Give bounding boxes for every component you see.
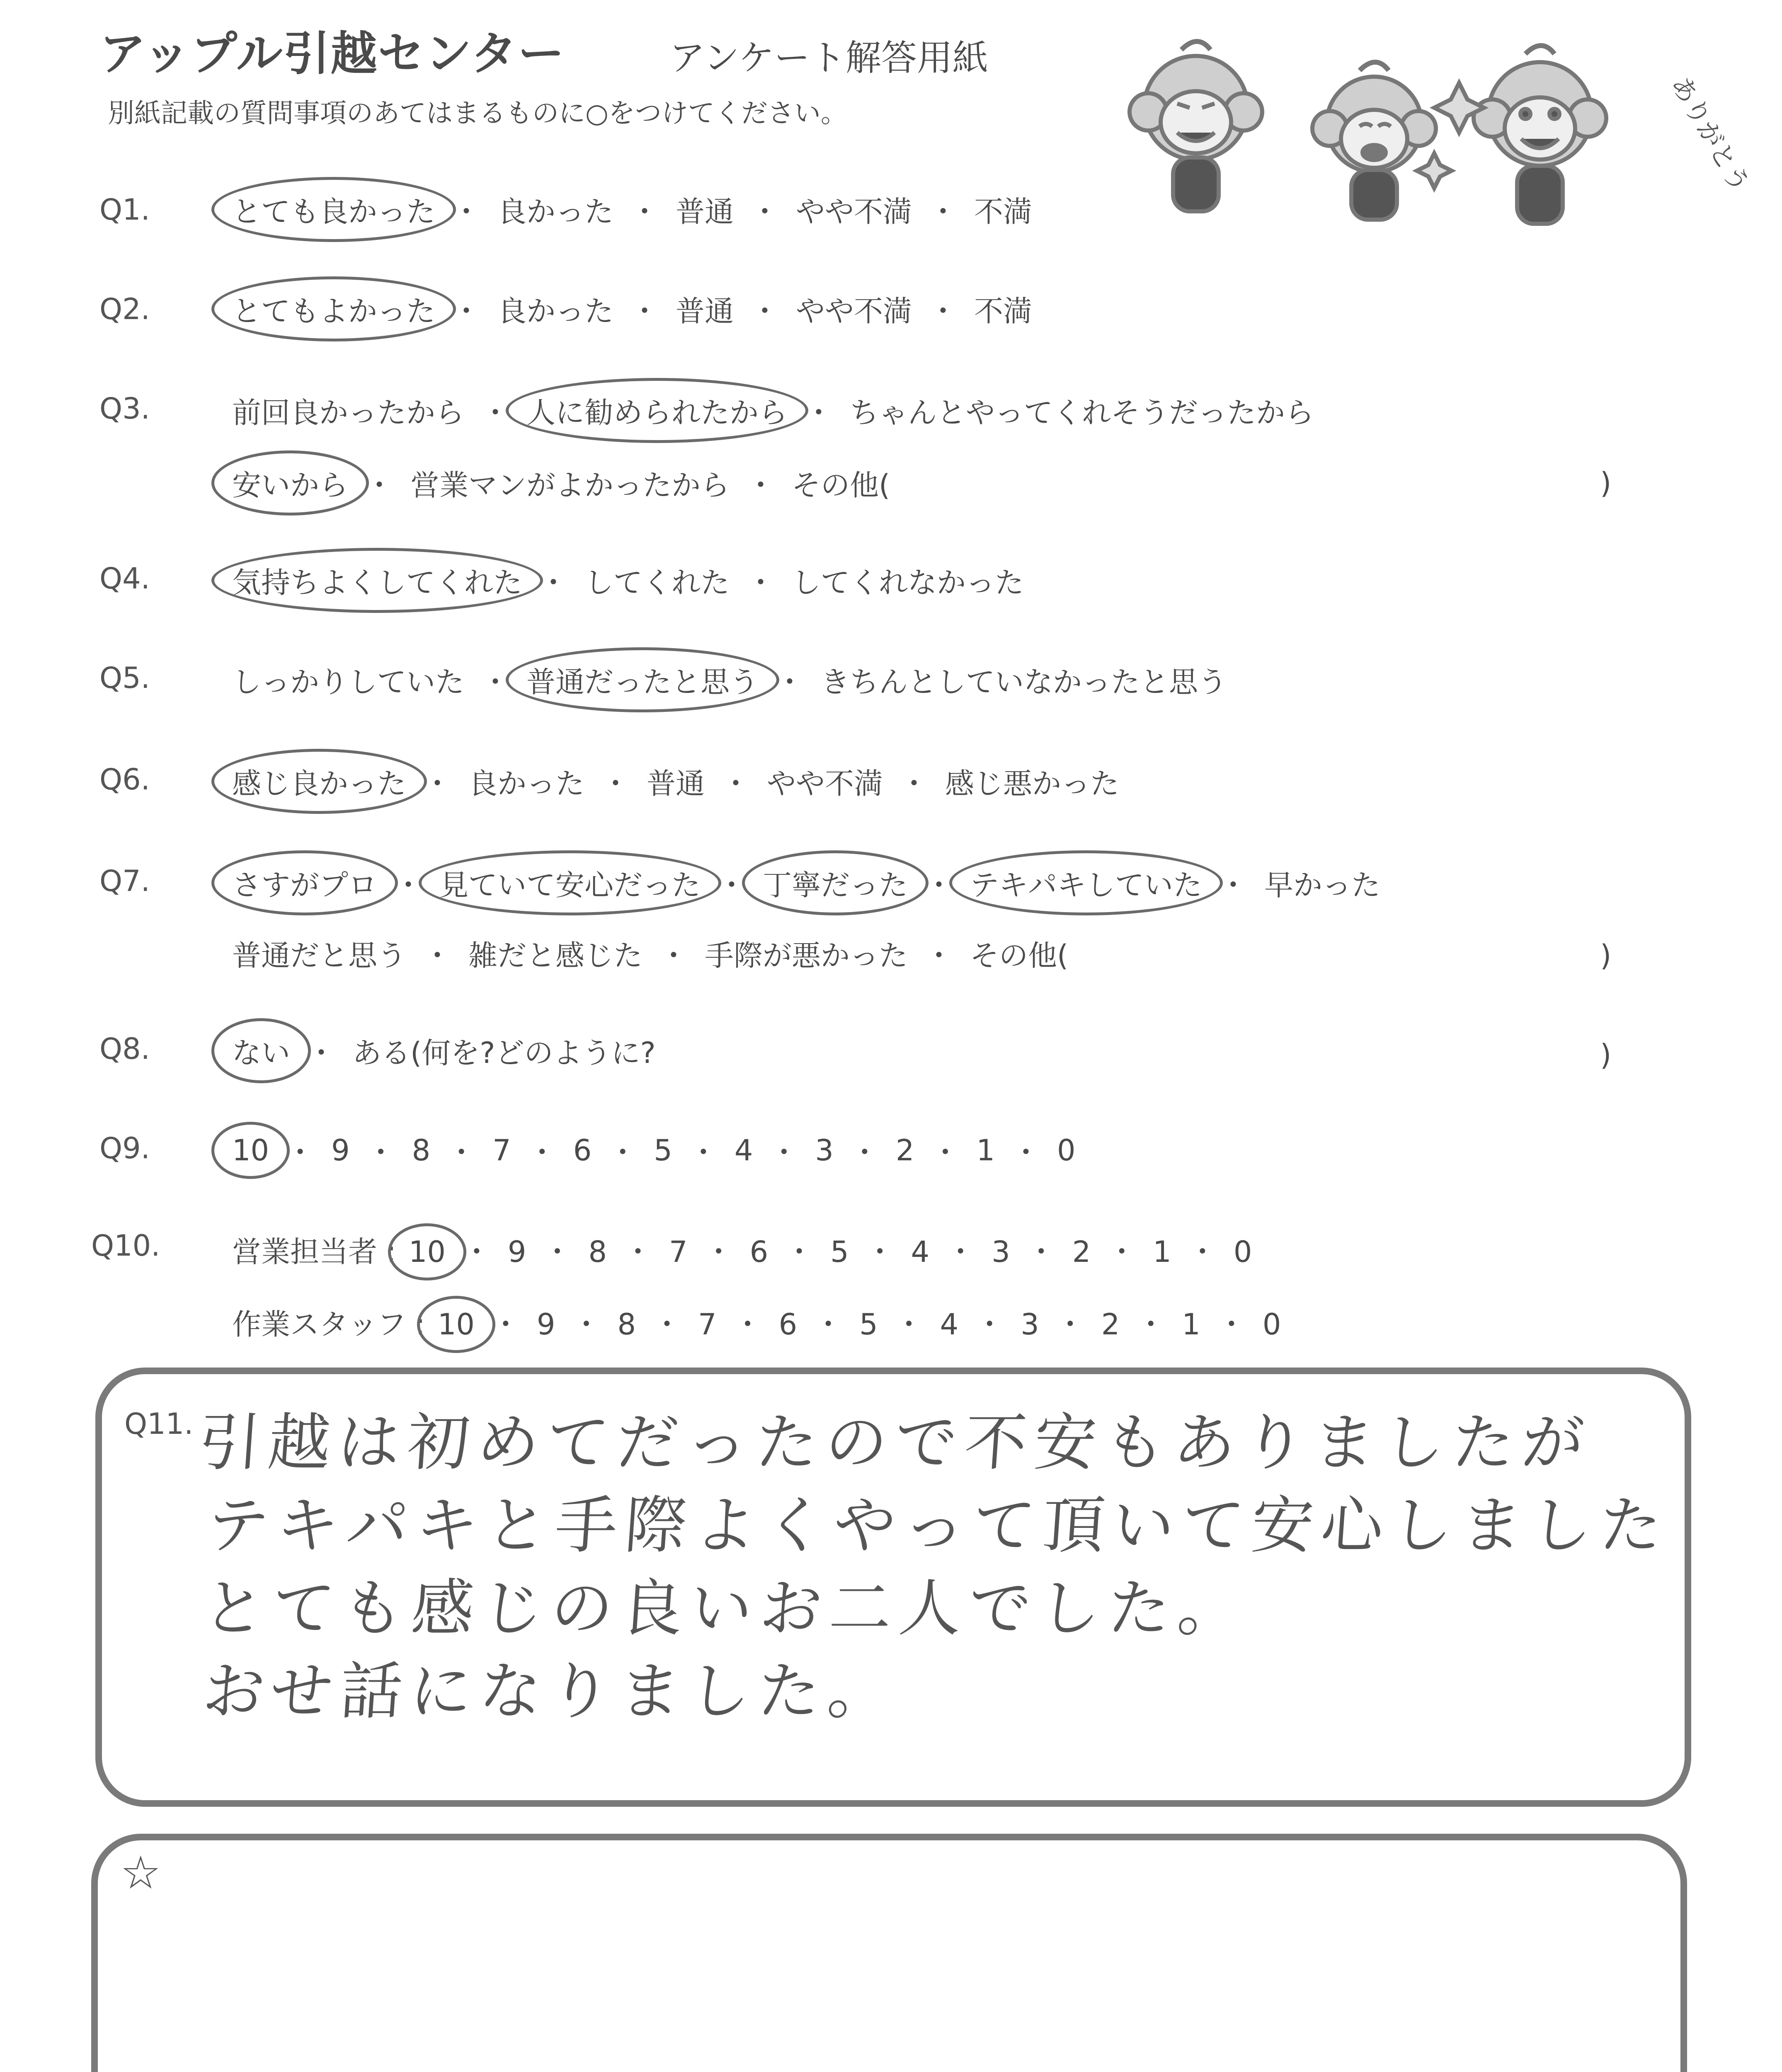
option-separator: ・	[630, 195, 659, 229]
q6-l1-option-3[interactable]: 普通	[647, 767, 705, 801]
q10-r1-option-7[interactable]: 4	[911, 1235, 930, 1269]
form-subtitle: アンケート解答用紙	[669, 37, 988, 79]
option-separator: ・	[1136, 1307, 1166, 1341]
q9-options	[232, 1129, 1076, 1171]
q1-l1-option-5[interactable]: 不満	[974, 195, 1032, 229]
q10-r1-option-11[interactable]: 0	[1233, 1235, 1252, 1269]
q4-l1-option-2[interactable]: してくれた	[584, 566, 730, 600]
q6-l1-option-1[interactable]: 感じ良かった	[232, 760, 406, 802]
mascot-caption: ありがとう	[1665, 71, 1756, 197]
option-separator: ・	[543, 1235, 572, 1269]
q3-l1-option-1[interactable]: 前回良かったから	[232, 396, 464, 430]
option-separator: ・	[527, 1135, 557, 1169]
q1-label: Q1.	[99, 193, 150, 227]
q7-label: Q7.	[99, 864, 150, 898]
q10-label: Q10.	[91, 1229, 160, 1263]
q9-l1-option-2[interactable]: 9	[331, 1133, 350, 1167]
option-separator: ・	[481, 396, 510, 430]
option-separator: ・	[630, 294, 659, 328]
option-separator: ・	[481, 665, 510, 699]
q10-r1-option-1[interactable]: 10	[408, 1235, 446, 1269]
q10-staff-label: 作業スタッフ :	[232, 1307, 425, 1341]
option-separator: ・	[785, 1235, 814, 1269]
q4-options	[232, 559, 1024, 601]
option-separator: ・	[850, 1135, 879, 1169]
option-separator: ・	[394, 868, 423, 902]
option-separator: ・	[608, 1135, 638, 1169]
option-separator: ・	[452, 195, 481, 229]
q6-l1-option-2[interactable]: 良かった	[468, 767, 584, 801]
q7-options-line1	[232, 862, 1380, 904]
q9-l1-option-1[interactable]: 10	[232, 1133, 269, 1167]
q10-r1-option-4[interactable]: 7	[669, 1235, 688, 1269]
option-separator: ・	[286, 1135, 315, 1169]
q10-r1-option-6[interactable]: 5	[830, 1235, 849, 1269]
q11-line-3: とても感じの良いお二人でした。	[200, 1573, 1250, 1645]
mascot-monkey-3	[1474, 46, 1606, 224]
q1-options	[232, 189, 1032, 230]
mascot-monkey-2	[1312, 62, 1436, 220]
option-separator: ・	[423, 939, 452, 973]
option-separator: ・	[750, 195, 779, 229]
q10-r1-option-2[interactable]: 9	[507, 1235, 526, 1269]
option-separator: ・	[1055, 1307, 1085, 1341]
option-separator: ・	[929, 195, 958, 229]
q2-l1-option-1[interactable]: とてもよかった	[232, 288, 435, 330]
q9-l1-option-4[interactable]: 7	[492, 1133, 511, 1167]
q7-l2-option-3[interactable]: 手際が悪かった	[705, 939, 908, 973]
option-separator: ・	[1219, 868, 1248, 902]
option-separator: ・	[746, 468, 775, 502]
option-separator: ・	[894, 1307, 924, 1341]
q10-r2-option-2[interactable]: 9	[536, 1307, 555, 1341]
q5-l1-option-2[interactable]: 普通だったと思う	[526, 659, 759, 701]
q10-r2-option-3[interactable]: 8	[617, 1307, 636, 1341]
q3-l2-option-2[interactable]: 営業マンがよかったから	[410, 468, 730, 502]
q3-l1-option-2[interactable]: 人に勧められたから	[526, 390, 788, 431]
q1-l1-option-4[interactable]: やや不満	[796, 195, 912, 229]
option-separator: ・	[946, 1235, 975, 1269]
star-icon: ☆	[120, 1846, 161, 1899]
option-separator: ・	[1026, 1235, 1056, 1269]
star-comment-box	[91, 1834, 1687, 2072]
q1-l1-option-2[interactable]: 良かった	[497, 195, 613, 229]
option-separator: ・	[491, 1307, 520, 1341]
q10-r2-option-11[interactable]: 0	[1262, 1307, 1281, 1341]
q11-line-2: テキパキと手際よくやって頂いて安心しました	[204, 1490, 1672, 1562]
option-separator: ・	[447, 1135, 476, 1169]
option-separator: ・	[899, 767, 929, 801]
option-separator: ・	[572, 1307, 601, 1341]
q9-l1-option-11[interactable]: 0	[1057, 1133, 1076, 1167]
option-separator: ・	[601, 767, 630, 801]
q4-l1-option-3[interactable]: してくれなかった	[792, 566, 1024, 600]
option-separator: ・	[1217, 1307, 1246, 1341]
option-separator: ・	[865, 1235, 895, 1269]
option-separator: ・	[721, 767, 750, 801]
q10-sales-scale	[409, 1229, 1252, 1271]
q4-label: Q4.	[99, 562, 150, 595]
q8-l1-option-1[interactable]: ない	[232, 1030, 290, 1072]
q5-label: Q5.	[99, 661, 150, 695]
q9-l1-option-10[interactable]: 1	[976, 1133, 995, 1167]
option-separator: ・	[746, 566, 775, 600]
q7-l2-option-2[interactable]: 雑だと感じた	[468, 939, 642, 973]
q11-line-4: おせ話になりました。	[200, 1656, 900, 1728]
q3-options-line2	[232, 462, 890, 504]
option-separator: ・	[704, 1235, 733, 1269]
q8-options	[232, 1030, 656, 1072]
mascot-illustration	[1119, 33, 1756, 249]
q10-r2-option-6[interactable]: 5	[859, 1307, 878, 1341]
q10-sales-label: 営業担当者 :	[232, 1235, 396, 1269]
q2-l1-option-4[interactable]: やや不満	[796, 294, 912, 328]
q2-l1-option-5[interactable]: 不満	[974, 294, 1032, 328]
option-separator: ・	[365, 468, 394, 502]
q9-l1-option-8[interactable]: 3	[815, 1133, 834, 1167]
q6-l1-option-4[interactable]: やや不満	[767, 767, 883, 801]
q2-l1-option-2[interactable]: 良かった	[497, 294, 613, 328]
q10-r1-option-10[interactable]: 1	[1153, 1235, 1171, 1269]
q10-r1-option-9[interactable]: 2	[1072, 1235, 1091, 1269]
option-separator: ・	[717, 868, 746, 902]
q10-r2-option-1[interactable]: 10	[437, 1307, 475, 1341]
q7-l1-option-4[interactable]: テキパキしていた	[970, 862, 1202, 904]
brand-title: アップル引越センター	[99, 27, 565, 81]
q3-options-line1	[232, 390, 1314, 431]
option-separator: ・	[689, 1135, 718, 1169]
q10-r2-option-7[interactable]: 4	[940, 1307, 959, 1341]
q10-r2-option-9[interactable]: 2	[1101, 1307, 1120, 1341]
q10-r2-option-4[interactable]: 7	[698, 1307, 717, 1341]
q9-l1-option-5[interactable]: 6	[573, 1133, 592, 1167]
option-separator: ・	[931, 1135, 960, 1169]
q10-r2-option-8[interactable]: 3	[1021, 1307, 1039, 1341]
option-separator: ・	[769, 1135, 799, 1169]
q10-r1-option-5[interactable]: 6	[749, 1235, 769, 1269]
q10-staff-row	[232, 1301, 1281, 1343]
q7-options-line2	[232, 932, 1068, 974]
q2-l1-option-3[interactable]: 普通	[676, 294, 734, 328]
q8-label: Q8.	[99, 1032, 150, 1066]
q10-r2-option-5[interactable]: 6	[778, 1307, 798, 1341]
option-separator: ・	[539, 566, 568, 600]
option-separator: ・	[804, 396, 833, 430]
option-separator: ・	[1188, 1235, 1217, 1269]
instruction-text: 別紙記載の質問事項のあてはまるものに○をつけてください。	[108, 98, 847, 129]
q3-label: Q3.	[99, 392, 150, 426]
q2-label: Q2.	[99, 292, 150, 326]
q6-label: Q6.	[99, 762, 150, 796]
q5-options	[232, 659, 1227, 701]
q10-sales-row	[232, 1229, 1252, 1271]
q3-other-close: )	[1600, 466, 1612, 500]
q1-l1-option-1[interactable]: とても良かった	[232, 189, 435, 230]
option-separator: ・	[975, 1307, 1004, 1341]
q3-l1-option-3[interactable]: ちゃんとやってくれそうだったから	[850, 396, 1314, 430]
q7-l2-option-1[interactable]: 普通だと思う	[232, 939, 406, 973]
option-separator: ・	[1011, 1135, 1040, 1169]
q10-r1-option-8[interactable]: 3	[992, 1235, 1010, 1269]
option-separator: ・	[623, 1235, 653, 1269]
q3-l2-option-1[interactable]: 安いから	[232, 462, 348, 504]
q4-l1-option-1[interactable]: 気持ちよくしてくれた	[232, 559, 522, 601]
option-separator: ・	[462, 1235, 491, 1269]
q7-l2-option-4[interactable]: その他(	[970, 939, 1069, 973]
q9-label: Q9.	[99, 1131, 150, 1165]
q10-staff-scale	[438, 1301, 1281, 1343]
q11-line-1: 引越は初めてだったので不安もありましたが	[196, 1407, 1594, 1479]
q5-l1-option-3[interactable]: きちんとしていなかったと思う	[821, 665, 1227, 699]
q9-l1-option-7[interactable]: 4	[734, 1133, 753, 1167]
q7-l1-option-5[interactable]: 早かった	[1264, 868, 1380, 902]
option-separator: ・	[423, 767, 452, 801]
q10-r1-option-3[interactable]: 8	[588, 1235, 607, 1269]
q8-l1-option-2[interactable]: ある(何を?どのように?	[352, 1036, 656, 1070]
option-separator: ・	[733, 1307, 762, 1341]
option-separator: ・	[924, 939, 953, 973]
q6-l1-option-5[interactable]: 感じ悪かった	[945, 767, 1119, 801]
option-separator: ・	[366, 1135, 395, 1169]
q6-options	[232, 760, 1119, 802]
option-separator: ・	[929, 294, 958, 328]
option-separator: ・	[1107, 1235, 1137, 1269]
q9-l1-option-9[interactable]: 2	[895, 1133, 914, 1167]
q7-l1-option-1[interactable]: さすがプロ	[232, 862, 377, 904]
q7-other-close: )	[1600, 939, 1612, 973]
q3-l2-option-3[interactable]: その他(	[792, 468, 890, 502]
q10-r2-option-10[interactable]: 1	[1182, 1307, 1200, 1341]
option-separator: ・	[750, 294, 779, 328]
q9-l1-option-3[interactable]: 8	[412, 1133, 431, 1167]
option-separator: ・	[924, 868, 953, 902]
q5-l1-option-1[interactable]: しっかりしていた	[232, 665, 464, 699]
q8-close: )	[1600, 1038, 1612, 1072]
option-separator: ・	[452, 294, 481, 328]
q7-l1-option-3[interactable]: 丁寧だった	[763, 862, 908, 904]
q9-l1-option-6[interactable]: 5	[654, 1133, 672, 1167]
option-separator: ・	[652, 1307, 682, 1341]
option-separator: ・	[814, 1307, 843, 1341]
option-separator: ・	[307, 1036, 336, 1070]
q7-l1-option-2[interactable]: 見ていて安心だった	[439, 862, 701, 904]
q1-l1-option-3[interactable]: 普通	[676, 195, 734, 229]
mascot-monkey-1	[1130, 41, 1262, 211]
option-separator: ・	[775, 665, 804, 699]
q2-options	[232, 288, 1032, 330]
q11-label: Q11.	[124, 1407, 194, 1441]
option-separator: ・	[659, 939, 688, 973]
